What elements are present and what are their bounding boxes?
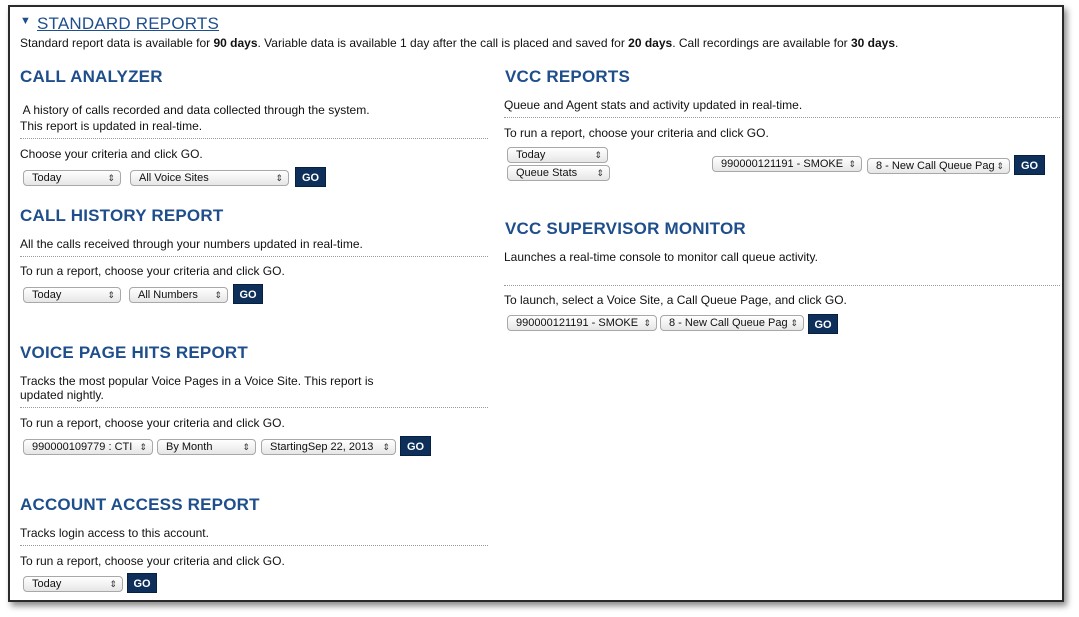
- vcc-reports-title: VCC REPORTS: [505, 67, 630, 86]
- account-access-prompt: To run a report, choose your criteria and click GO.: [20, 554, 285, 568]
- updown-arrow-icon: ⇕: [242, 442, 250, 452]
- updown-arrow-icon: ⇕: [109, 579, 117, 589]
- divider: [504, 117, 1060, 118]
- divider: [20, 407, 488, 408]
- updown-arrow-icon: ⇕: [107, 173, 115, 183]
- vcc-supervisor-go-button[interactable]: GO: [808, 314, 838, 334]
- retention-notice: Standard report data is available for 90 days. Variable data is available 1 day after the call is placed and saved for 20 days. Call recordings are available for 30 days.: [20, 36, 899, 50]
- account-access-title: ACCOUNT ACCESS REPORT: [20, 495, 260, 514]
- updown-arrow-icon: ⇕: [848, 159, 856, 169]
- divider: [504, 285, 1060, 286]
- account-access-desc: Tracks login access to this account.: [20, 526, 209, 540]
- vcc-supervisor-queue-select[interactable]: 8 - New Call Queue Pag ⇕: [660, 315, 804, 331]
- voice-page-hits-prompt: To run a report, choose your criteria and click GO.: [20, 416, 285, 430]
- call-analyzer-desc: A history of calls recorded and data collected through the system.: [20, 103, 370, 117]
- updown-arrow-icon: ⇕: [996, 161, 1004, 171]
- vcc-reports-queue-select[interactable]: 8 - New Call Queue Pag ⇕: [867, 158, 1010, 174]
- call-history-prompt: To run a report, choose your criteria and click GO.: [20, 264, 285, 278]
- divider: [20, 138, 488, 139]
- standard-reports-title[interactable]: STANDARD REPORTS: [37, 14, 220, 33]
- updown-arrow-icon: ⇕: [596, 168, 604, 178]
- vcc-supervisor-site-select[interactable]: 990000121191 - SMOKE ⇕: [507, 315, 657, 331]
- updown-arrow-icon: ⇕: [382, 442, 390, 452]
- updown-arrow-icon: ⇕: [214, 290, 222, 300]
- vcc-supervisor-title: VCC SUPERVISOR MONITOR: [505, 219, 746, 238]
- vcc-reports-go-button[interactable]: GO: [1014, 155, 1045, 175]
- voice-page-hits-title: VOICE PAGE HITS REPORT: [20, 343, 248, 362]
- vcc-supervisor-desc: Launches a real-time console to monitor call queue activity.: [504, 250, 818, 264]
- updown-arrow-icon: ⇕: [107, 290, 115, 300]
- account-access-period-select[interactable]: Today ⇕: [23, 576, 123, 592]
- updown-arrow-icon: ⇕: [594, 150, 602, 160]
- call-analyzer-prompt: Choose your criteria and click GO.: [20, 147, 203, 161]
- vcc-reports-site-select[interactable]: 990000121191 - SMOKE ⇕: [712, 156, 862, 172]
- call-history-desc: All the calls received through your numbers updated in real-time.: [20, 237, 363, 251]
- updown-arrow-icon: ⇕: [790, 318, 798, 328]
- call-history-period-select[interactable]: Today ⇕: [23, 287, 121, 303]
- vcc-reports-type-select[interactable]: Queue Stats ⇕: [507, 165, 610, 181]
- voice-page-hits-desc: Tracks the most popular Voice Pages in a Voice Site. This report is: [20, 374, 374, 388]
- voice-page-hits-interval-select[interactable]: By Month ⇕: [157, 439, 256, 455]
- updown-arrow-icon: ⇕: [643, 318, 651, 328]
- call-analyzer-period-select[interactable]: Today ⇕: [23, 170, 121, 186]
- voice-page-hits-go-button[interactable]: GO: [400, 436, 431, 456]
- call-analyzer-desc-2: This report is updated in real-time.: [20, 119, 203, 133]
- vcc-supervisor-prompt: To launch, select a Voice Site, a Call Queue Page, and click GO.: [504, 293, 847, 307]
- updown-arrow-icon: ⇕: [139, 442, 147, 452]
- divider: [20, 256, 488, 257]
- voice-page-hits-site-select[interactable]: 990000109779 : CTI ⇕: [23, 439, 153, 455]
- vcc-reports-prompt: To run a report, choose your criteria and click GO.: [504, 126, 769, 140]
- voice-page-hits-start-select[interactable]: StartingSep 22, 2013 ⇕: [261, 439, 396, 455]
- call-analyzer-site-select[interactable]: All Voice Sites ⇕: [130, 170, 289, 186]
- divider: [20, 545, 488, 546]
- vcc-reports-period-select[interactable]: Today ⇕: [507, 147, 608, 163]
- call-analyzer-title: CALL ANALYZER: [20, 67, 163, 86]
- call-history-title: CALL HISTORY REPORT: [20, 206, 224, 225]
- account-access-go-button[interactable]: GO: [127, 573, 157, 593]
- call-history-go-button[interactable]: GO: [233, 284, 263, 304]
- voice-page-hits-desc-2: updated nightly.: [20, 388, 104, 402]
- call-analyzer-go-button[interactable]: GO: [295, 167, 326, 187]
- updown-arrow-icon: ⇕: [275, 173, 283, 183]
- triangle-down-icon[interactable]: ▼: [20, 15, 31, 27]
- reports-panel: [8, 5, 1064, 602]
- call-history-numbers-select[interactable]: All Numbers ⇕: [129, 287, 228, 303]
- vcc-reports-desc: Queue and Agent stats and activity updated in real-time.: [504, 98, 803, 112]
